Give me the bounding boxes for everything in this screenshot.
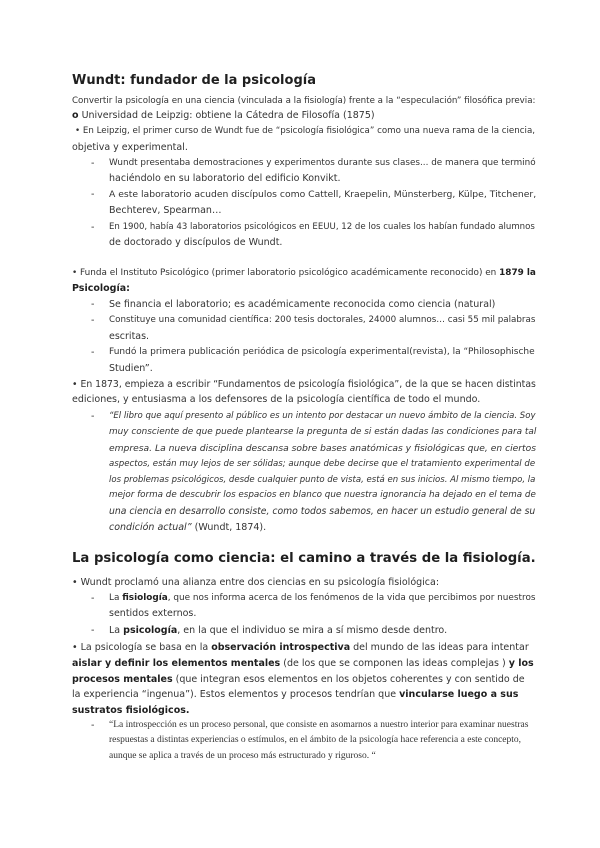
- psi-post: , en la que el individuo se mira a sí mismo desde dentro.: [177, 625, 448, 636]
- sust-bold: sustratos fisiológicos.: [72, 705, 190, 716]
- fisiologia-line-1: [109, 592, 536, 605]
- introspection-quote-line: aunque se aplica a través de un proceso más estructurado y riguroso. “: [109, 751, 376, 761]
- introspection-quote-line: “La introspección es un proceso personal, que consiste en asomarnos a nuestro interior para examinar nuestras: [109, 720, 529, 730]
- institute-line-2: [72, 282, 130, 295]
- exp-bold: vincularse luego a sus: [399, 689, 519, 700]
- obs-pre: • La psicología se basa en la: [72, 642, 212, 653]
- institute-line-1: [72, 267, 536, 280]
- section-heading-fisiologia: La psicología como ciencia: el camino a través de la fisiología.: [72, 551, 536, 566]
- quote-citation: (Wundt, 1874).: [191, 522, 267, 533]
- obs-bold: observación introspectiva: [211, 642, 351, 653]
- fisiologia-line-2: sentidos externos.: [109, 608, 197, 619]
- proc-post: (que integran esos elementos en los objetos coherentes y con sentido de: [172, 674, 525, 685]
- quote-line-last: [109, 521, 266, 534]
- quote-last-italic: condición actual”: [109, 522, 192, 533]
- quote-line: empresa. La nueva disciplina descansa sobre bases anatómicas y fisiológicas que, en ciertos: [109, 443, 536, 454]
- sub2-line-2: Bechterev, Spearman…: [109, 205, 222, 216]
- inst2-line-2: escritas.: [109, 331, 150, 342]
- experiencia-line: [72, 688, 518, 701]
- quote-line: “El libro que aquí presento al público es un intento por destacar un nuevo ámbito de la ciencia. Soy: [109, 411, 536, 421]
- institute-text: • Funda el Instituto Psicológico (primer laboratorio psicológico académicamente reconocido) en: [72, 268, 500, 278]
- dash-marker: -: [91, 222, 95, 233]
- sub3-line-1: En 1900, había 43 laboratorios psicológicos en EEUU, 12 de los cuales los habían fundado alumnos: [109, 222, 535, 232]
- exp-pre: la experiencia “ingenua”). Estos elementos y procesos tendrían que: [72, 689, 400, 700]
- leipzig-text: Universidad de Leipzig: obtiene la Cátedra de Filosofía (1875): [81, 110, 375, 121]
- alliance-line: • Wundt proclamó una alianza entre dos ciencias en su psicología fisiológica:: [72, 577, 440, 588]
- institute-year: 1879 la: [499, 268, 536, 278]
- sustratos-line: [72, 704, 189, 717]
- obs-post: del mundo de las ideas para intentar: [350, 642, 529, 653]
- inst1-line: Se financia el laboratorio; es académicamente reconocida como ciencia (natural): [109, 299, 496, 310]
- aislar-bold: aislar y definir los elementos mentales: [72, 658, 281, 669]
- dash-marker: -: [91, 347, 95, 358]
- psi-pre: La: [109, 625, 124, 636]
- dash-marker: -: [91, 411, 95, 422]
- aislar-mid: (de los que se componen las ideas complejas ): [280, 658, 509, 669]
- institute-psicologia: Psicología:: [72, 283, 130, 294]
- y1873-line-2: ediciones, y entusiasma a los defensores de la psicología científica de todo el mundo.: [72, 394, 481, 405]
- bullet-o: o: [72, 110, 79, 121]
- quote-line: mejor forma de descubrir los espacios en blanco que nuestra ignorancia ha dejado en el tema de: [109, 490, 536, 500]
- dash-marker: -: [91, 720, 95, 731]
- y1873-line-1: • En 1873, empieza a escribir “Fundamentos de psicología fisiológica”, de la que se hacen distintas: [72, 379, 536, 390]
- sub3-line-2: de doctorado y discípulos de Wundt.: [109, 237, 283, 248]
- procesos-line: [72, 673, 525, 686]
- quote-line: muy consciente de que puede plantearse la pregunta de si están dadas las condiciones para tal: [109, 427, 537, 437]
- introspection-quote-line: respuestas a distintas experiencias o estímulos, en el ámbito de la psicología hace referencia a este concepto,: [109, 735, 522, 745]
- dash-marker: -: [91, 189, 95, 200]
- leipzig-line: [72, 109, 375, 122]
- first-course-line-2: objetiva y experimental.: [72, 142, 188, 153]
- inst2-line-1: Constituye una comunidad científica: 200 tesis doctorales, 24000 alumnos… casi 55 mil palabras: [109, 315, 536, 325]
- sub1-line-2: haciéndolo en su laboratorio del edificio Konvikt.: [109, 173, 341, 184]
- fis-bold: fisiología: [122, 593, 168, 603]
- dash-marker: -: [91, 625, 95, 636]
- inst3-line-1: Fundó la primera publicación periódica de psicología experimental(revista), la “Philosophische: [109, 347, 535, 357]
- quote-line: una ciencia en desarrollo consiste, como todos sabemos, en hacer un estudio general de su: [109, 506, 536, 517]
- aislar-bold2: y los: [508, 658, 534, 669]
- sub1-line-1: Wundt presentaba demostraciones y experimentos durante sus clases... de manera que terminó: [109, 158, 536, 168]
- dash-marker: -: [91, 315, 95, 326]
- fis-pre: La: [109, 593, 123, 603]
- proc-bold: procesos mentales: [72, 674, 173, 685]
- dash-marker: -: [91, 299, 95, 310]
- psi-bold: psicología: [123, 625, 178, 636]
- intro-line: Convertir la psicología en una ciencia (vinculada a la fisiología) frente a la “especulación” filosófica previa:: [72, 96, 536, 106]
- sub2-line-1: A este laboratorio acuden discípulos como Cattell, Kraepelin, Münsterberg, Külpe, Titchener,: [109, 189, 537, 200]
- psicologia-line: [109, 624, 447, 637]
- observation-line: [72, 641, 529, 654]
- first-course-line-1: • En Leipzig, el primer curso de Wundt fue de “psicología fisiológica” como una nueva rama de la ciencia,: [75, 126, 536, 136]
- fis-post: , que nos informa acerca de los fenómenos de la vida que percibimos por nuestros: [167, 593, 536, 603]
- section-heading-wundt: Wundt: fundador de la psicología: [72, 73, 316, 88]
- dash-marker: -: [91, 593, 95, 604]
- aislar-line: [72, 657, 534, 670]
- quote-line: aspectos, están muy lejos de ser sólidas; aunque debe decirse que el tratamiento experimental de: [109, 459, 536, 469]
- quote-line: los problemas psicológicos, desde cualquier punto de vista, está en sus inicios. Al mismo tiempo, la: [109, 475, 536, 485]
- inst3-line-2: Studien”.: [109, 363, 153, 374]
- dash-marker: -: [91, 158, 95, 169]
